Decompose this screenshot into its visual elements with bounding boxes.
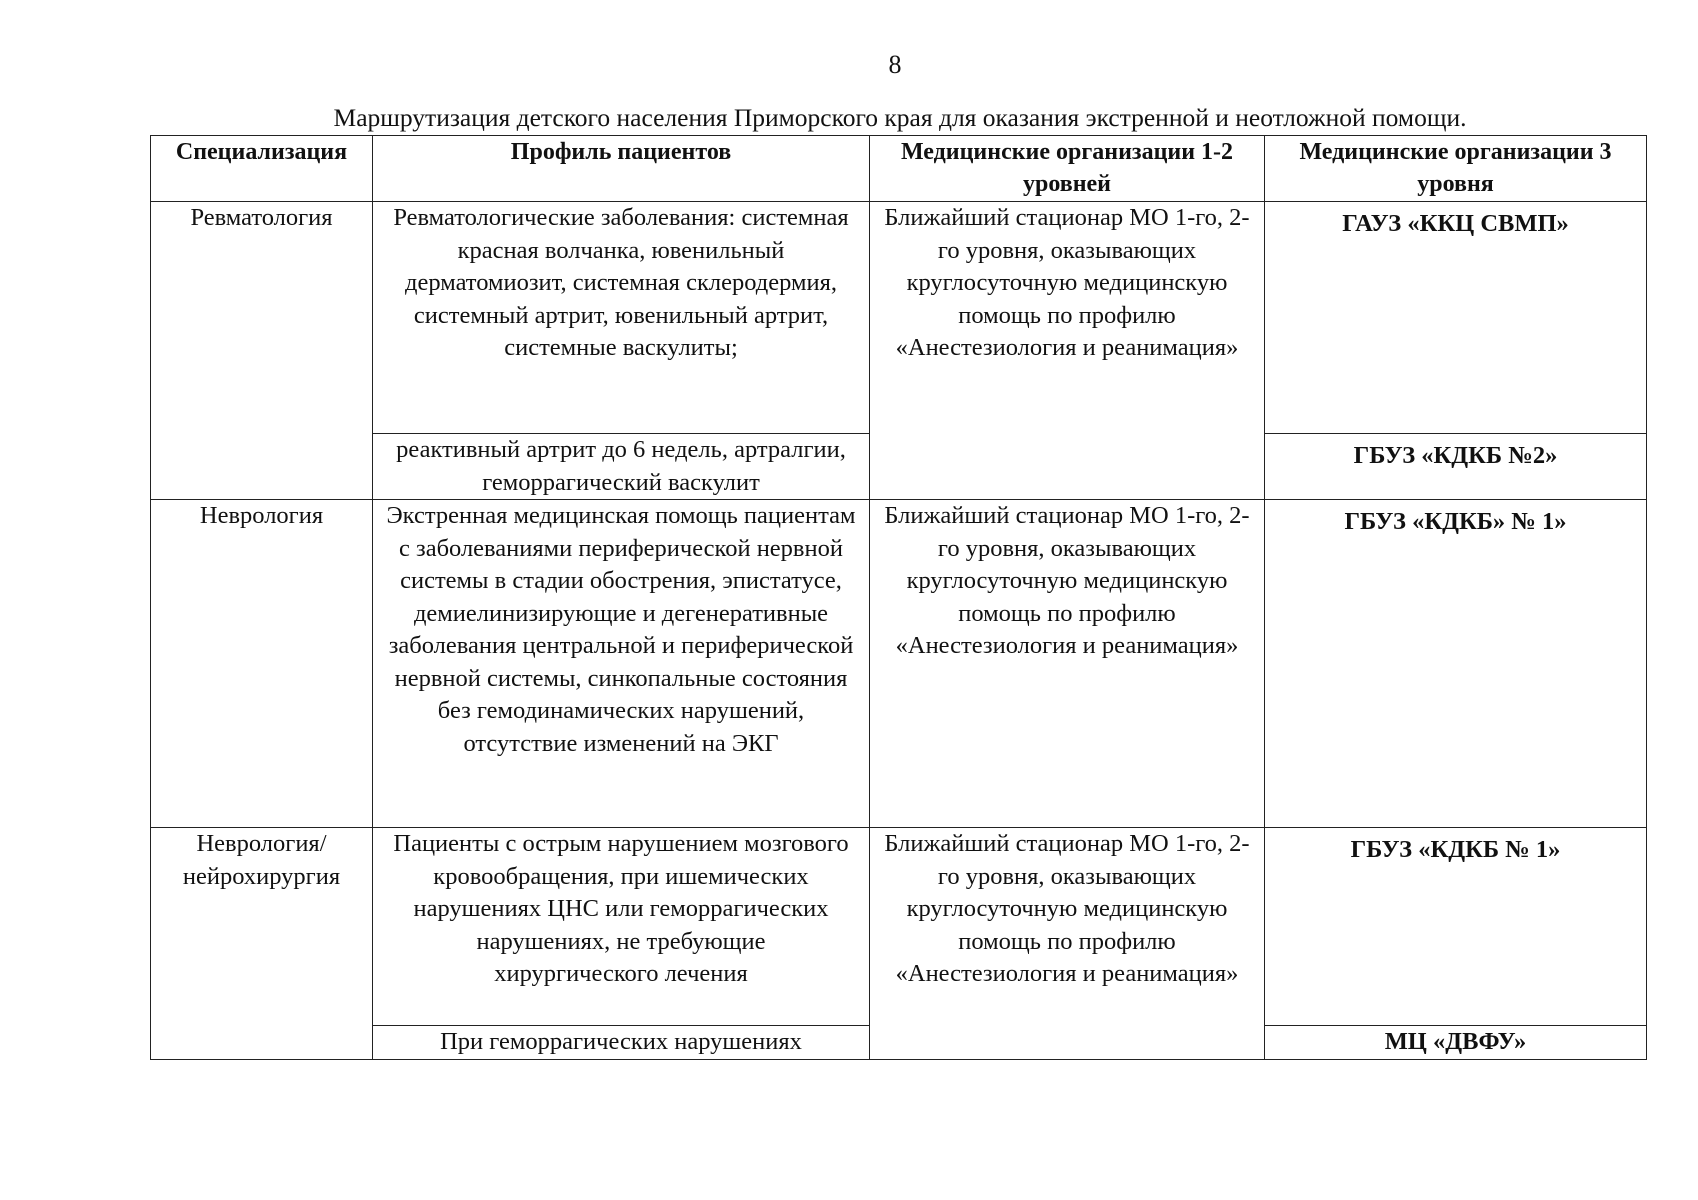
specialization-cell: Ревматология [151, 202, 373, 500]
level-1-2-cell: Ближайший стационар МО 1-го, 2-го уровня, оказывающих круглосуточную медицинскую помощь по профилю «Анестезиология и реанимация» [870, 500, 1265, 828]
profile-cell: Ревматологические заболевания: системная красная волчанка, ювенильный дерматомиозит, системная склеродермия, системный артрит, ювенильный артрит, системные васкулиты; [373, 202, 870, 434]
header-specialization: Специализация [151, 136, 373, 202]
profile-cell: Экстренная медицинская помощь пациентам с заболеваниями периферической нервной системы в стадии обострения, эпистатусе, демиелинизирующие и дегенеративные заболевания центральной и периферической нервной системы, синкопальные состояния без гемодинамических нарушений, отсутствие изменений на ЭКГ [373, 500, 870, 828]
header-level-3: Медицинские организации 3 уровня [1265, 136, 1647, 202]
header-level-1-2: Медицинские организации 1-2 уровней [870, 136, 1265, 202]
page-number: 8 [888, 50, 902, 79]
specialization-cell: Неврология [151, 500, 373, 828]
table-row [151, 202, 1647, 434]
profile-cell: Пациенты с острым нарушением мозгового кровообращения, при ишемических нарушениях ЦНС или геморрагических нарушениях, не требующие хирургического лечения [373, 828, 870, 1026]
header-patient-profile: Профиль пациентов [373, 136, 870, 202]
table-header-row [151, 136, 1647, 202]
profile-cell: реактивный артрит до 6 недель, артралгии, геморрагический васкулит [373, 434, 870, 500]
table-row [151, 828, 1647, 1026]
level-3-cell: ГБУЗ «КДКБ №2» [1265, 434, 1647, 500]
document-title: Маршрутизация детского населения Приморского края для оказания экстренной и неотложной помощи. [333, 103, 1467, 132]
level-1-2-cell: Ближайший стационар МО 1-го, 2-го уровня, оказывающих круглосуточную медицинскую помощь по профилю «Анестезиология и реанимация» [870, 828, 1265, 1060]
profile-cell: При геморрагических нарушениях [373, 1026, 870, 1060]
level-3-cell: ГБУЗ «КДКБ № 1» [1265, 828, 1647, 1026]
specialization-cell: Неврология/ нейрохирургия [151, 828, 373, 1060]
routing-table [150, 135, 1647, 1060]
level-1-2-cell: Ближайший стационар МО 1-го, 2-го уровня, оказывающих круглосуточную медицинскую помощь по профилю «Анестезиология и реанимация» [870, 202, 1265, 500]
level-3-cell: ГАУЗ «ККЦ СВМП» [1265, 202, 1647, 434]
level-3-cell: МЦ «ДВФУ» [1265, 1026, 1647, 1060]
level-3-cell: ГБУЗ «КДКБ» № 1» [1265, 500, 1647, 828]
table-row [151, 500, 1647, 828]
